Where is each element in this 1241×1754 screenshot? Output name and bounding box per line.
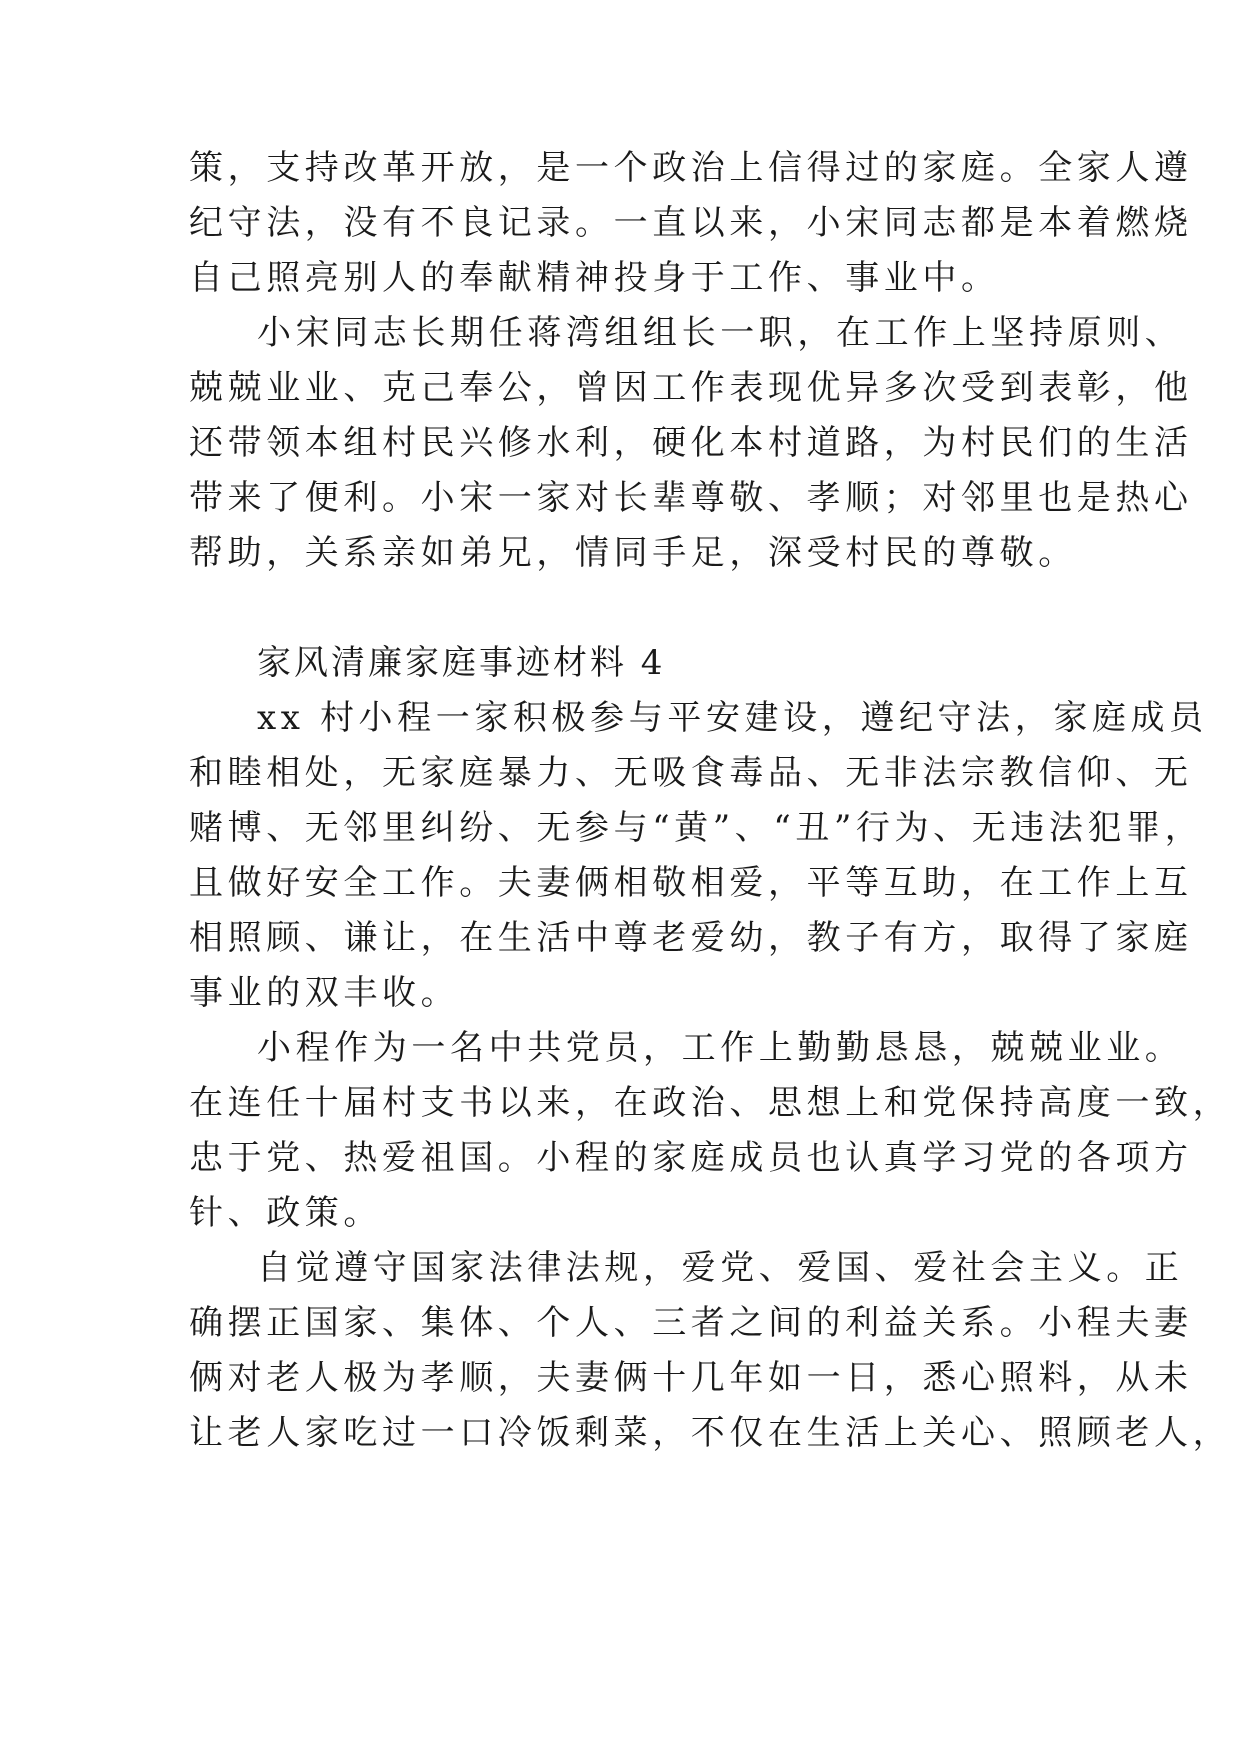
paragraph-1-line-1: 策，支持改革开放，是一个政治上信得过的家庭。全家人遵 [189, 148, 1193, 188]
paragraph-5-line-2: 确摆正国家、集体、个人、三者之间的利益关系。小程夫妻 [189, 1303, 1193, 1343]
paragraph-2-line-2: 兢兢业业、克己奉公，曾因工作表现优异多次受到表彰，他 [189, 368, 1193, 408]
paragraph-5-line-4: 让老人家吃过一口冷饭剩菜，不仅在生活上关心、照顾老人， [189, 1413, 1232, 1453]
paragraph-3-line-6: 事业的双丰收。 [189, 973, 460, 1013]
paragraph-4-line-1: 小程作为一名中共党员，工作上勤勤恳恳，兢兢业业。 [257, 1028, 1184, 1068]
paragraph-3-line-4: 且做好安全工作。夫妻俩相敬相爱，平等互助，在工作上互 [189, 863, 1193, 903]
paragraph-3-line-5: 相照顾、谦让，在生活中尊老爱幼，教子有方，取得了家庭 [189, 918, 1193, 958]
paragraph-2-line-4: 带来了便利。小宋一家对长辈尊敬、孝顺；对邻里也是热心 [189, 478, 1193, 518]
paragraph-4-line-4: 针、政策。 [189, 1193, 382, 1233]
paragraph-3-line-2: 和睦相处，无家庭暴力、无吸食毒品、无非法宗教信仰、无 [189, 753, 1193, 793]
paragraph-2-line-1: 小宋同志长期任蒋湾组组长一职，在工作上坚持原则、 [257, 313, 1184, 353]
paragraph-1-line-2: 纪守法，没有不良记录。一直以来，小宋同志都是本着燃烧 [189, 203, 1193, 243]
paragraph-5-line-1: 自觉遵守国家法律法规，爱党、爱国、爱社会主义。正 [257, 1248, 1184, 1288]
paragraph-4-line-3: 忠于党、热爱祖国。小程的家庭成员也认真学习党的各项方 [189, 1138, 1193, 1178]
paragraph-3-line-1: xx 村小程一家积极参与平安建设，遵纪守法，家庭成员 [257, 698, 1208, 738]
paragraph-5-line-3: 俩对老人极为孝顺，夫妻俩十几年如一日，悉心照料，从未 [189, 1358, 1193, 1398]
paragraph-1-line-3: 自己照亮别人的奉献精神投身于工作、事业中。 [189, 258, 1000, 298]
paragraph-2-line-3: 还带领本组村民兴修水利，硬化本村道路，为村民们的生活 [189, 423, 1193, 463]
paragraph-4-line-2: 在连任十届村支书以来，在政治、思想上和党保持高度一致， [189, 1083, 1232, 1123]
paragraph-3-line-3: 赌博、无邻里纠纷、无参与“黄”、“丑”行为、无违法犯罪， [189, 808, 1204, 848]
section-heading: 家风清廉家庭事迹材料 4 [257, 643, 666, 683]
paragraph-2-line-5: 帮助，关系亲如弟兄，情同手足，深受村民的尊敬。 [189, 533, 1077, 573]
